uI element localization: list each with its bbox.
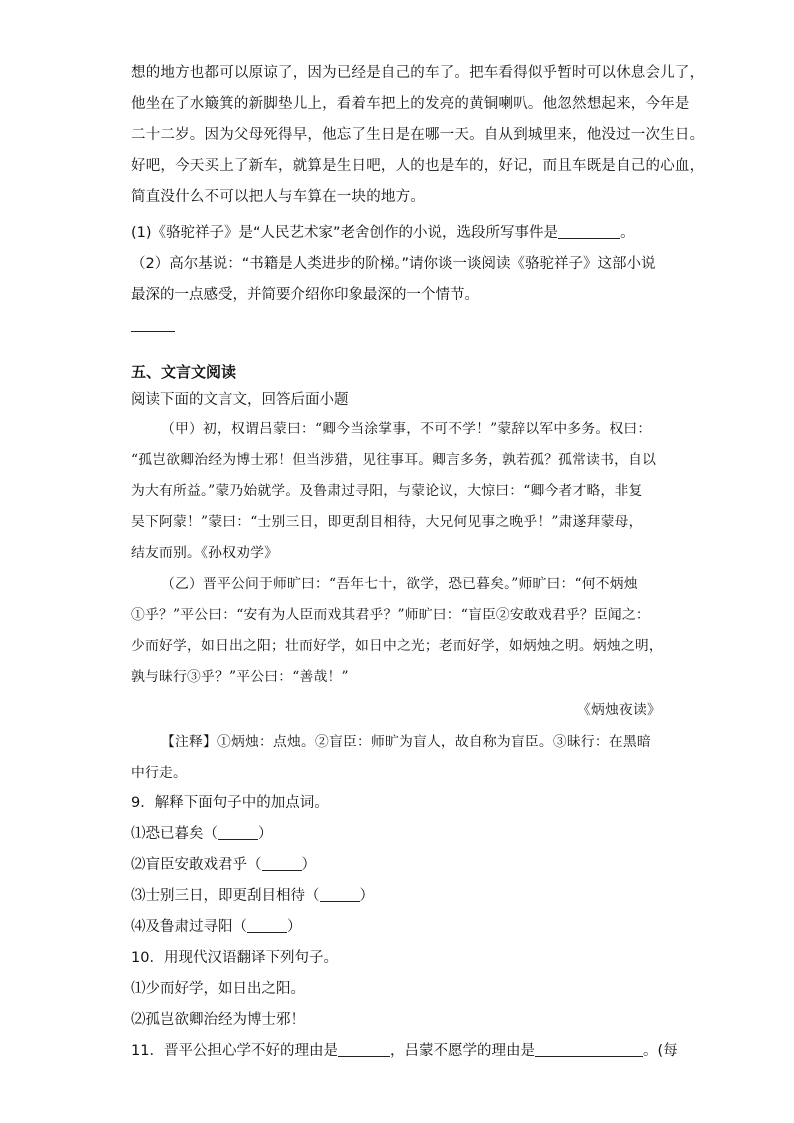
passage-jia-line: “孤岂欲卿治经为博士邪！但当涉猎，见往事耳。卿言多务，孰若孤？孤常读书，自以	[131, 452, 657, 468]
section-instruction: 阅读下面的文言文，回答后面小题	[131, 392, 349, 408]
question-9-stem: 9．解释下面句子中的加点词。	[131, 795, 329, 811]
question-9-item: ⑷及鲁肃过寻阳（ ）	[131, 919, 302, 935]
novel-questions	[131, 218, 661, 311]
answer-blank[interactable]	[262, 869, 302, 871]
passage-yi-line: （乙）晋平公问于师旷曰：“吾年七十，欲学，恐已暮矣。”师旷曰：“何不炳烛	[161, 576, 638, 592]
question-9-item: ⑶士别三日，即更刮目相待（ ）	[131, 888, 374, 904]
novel-passage-line: 好吧，今天买上了新车，就算是生日吧，人的也是车的，好记，而且车既是自己的心血，	[131, 158, 705, 174]
novel-passage-line: 想的地方也都可以原谅了，因为已经是自己的车了。把车看得似乎暂时可以休息会儿了，	[131, 65, 705, 81]
passage-yi-source: 《炳烛夜读》	[577, 702, 661, 718]
answer-blank[interactable]	[320, 900, 360, 902]
question-10-item: ⑵孤岂欲卿治经为博士邪！	[131, 1012, 305, 1028]
passage-jia	[131, 414, 661, 569]
answer-blank[interactable]	[247, 931, 287, 933]
answer-line[interactable]	[131, 331, 175, 332]
section-heading: 五、文言文阅读	[131, 363, 237, 381]
question-1: (1)《骆驼祥子》是“人民艺术家”老舍创作的小说，选段所写事件是 。	[131, 225, 635, 241]
answer-blank[interactable]	[218, 838, 258, 840]
notes-line: 中行走。	[131, 765, 187, 781]
novel-passage-line: 简直没什么不可以把人与车算在一块的地方。	[131, 189, 425, 205]
question-9-item: ⑵盲臣安敢戏君乎（ ）	[131, 857, 316, 873]
question-10-item: ⑴少而好学，如日出之阳。	[131, 981, 305, 997]
notes-line: 【注释】①炳烛：点烛。②盲臣：师旷为盲人，故自称为盲臣。③昧行：在黑暗	[161, 734, 651, 750]
novel-passage-line: 二十二岁。因为父母死得早，他忘了生日是在哪一天。自从到城里来，他没过一次生日。	[131, 127, 705, 143]
question-9-item: ⑴恐已暮矣（ ）	[131, 826, 273, 842]
question-11	[131, 1036, 678, 1067]
passage-yi-line: ①乎？”平公曰：“安有为人臣而戏其君乎？”师旷曰：“盲臣②安敢戏君乎？臣闻之：	[131, 607, 650, 623]
novel-passage-line: 他坐在了水簸箕的新脚垫儿上，看着车把上的发亮的黄铜喇叭。他忽然想起来，今年是	[131, 96, 690, 112]
question-9	[131, 788, 661, 943]
question-10	[131, 943, 661, 1036]
novel-passage	[131, 58, 705, 213]
question-2-line-2: 最深的一点感受，并简要介绍你印象最深的一个情节。	[131, 287, 479, 303]
passage-yi-line: 孰与昧行③乎？”平公曰：“善哉！”	[131, 669, 349, 685]
answer-blank[interactable]	[535, 1055, 643, 1057]
question-2-line-1: （2）高尔基说：“书籍是人类进步的阶梯。”请你谈一谈阅读《骆驼祥子》这部小说	[131, 256, 656, 272]
question-11-line: 11．晋平公担心学不好的理由是 ，吕蒙不愿学的理由是 。(每	[131, 1043, 678, 1059]
answer-blank[interactable]	[558, 237, 620, 239]
section-5	[131, 358, 661, 414]
passage-jia-line: 吴下阿蒙！”蒙曰：“士别三日，即更刮目相待，大兄何见事之晚乎！”肃遂拜蒙母，	[131, 514, 643, 530]
passage-yi-line: 少而好学，如日出之阳；壮而好学，如日中之光；老而好学，如炳烛之明。炳烛之明，	[131, 638, 663, 654]
passage-jia-line: 为大有所益。”蒙乃始就学。及鲁肃过寻阳，与蒙论议，大惊曰：“卿今者才略，非复	[131, 483, 643, 499]
passage-yi	[131, 569, 661, 693]
passage-jia-line: （甲）初，权谓吕蒙曰：“卿今当涂掌事，不可不学！”蒙辞以军中多务。权曰：	[161, 421, 652, 437]
question-10-stem: 10．用现代汉语翻译下列句子。	[131, 950, 338, 966]
answer-blank[interactable]	[338, 1055, 390, 1057]
passage-jia-line: 结友而别。《孙权劝学》	[131, 545, 279, 561]
annotation-notes	[131, 727, 661, 789]
